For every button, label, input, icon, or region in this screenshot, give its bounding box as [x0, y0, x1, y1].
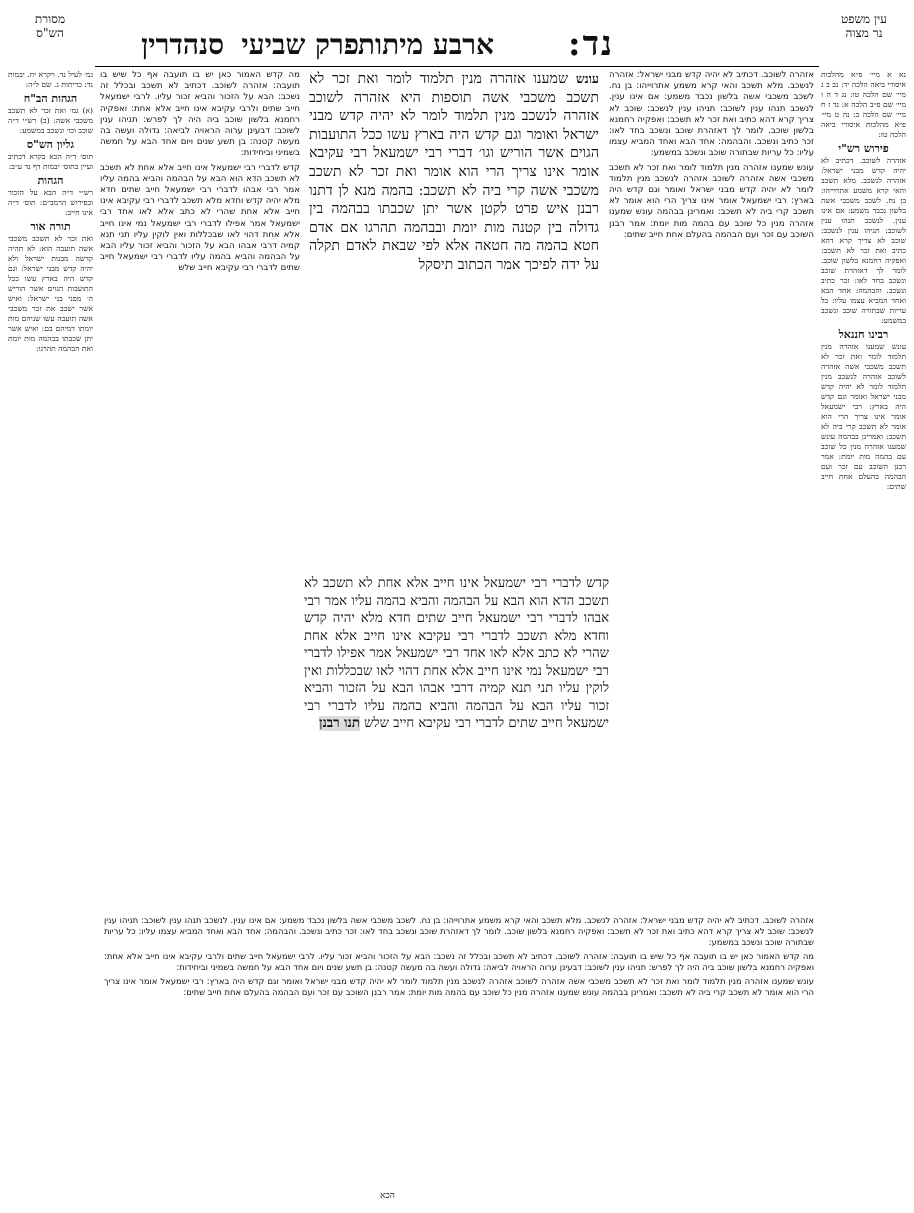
rashi-gutter-text: אזהרה לשוכב. דכתיב לא יהיה קדש מבני ישראל: אזהרה לנשכב. מלא תשכב והאי קרא משמע אתרוייהו: בן נח. לשכב משכבי אשה בלשון נכבד משמע: אם אינו ענין. לנשכב תנהו ענין לשוכב: תניהו ענין לנשכב: שוכב לא צריך קרא דהא כתיב ואת זכר לא תשכב: ואפקיה רחמנא בלשון שוכב. לומר לך דאזהרת שוכב ונשכב בחד לאו: זכר כתיב ונשכב. והבהמה: אחד הבא ואחד המביא עצמו עליו: כל עריות שבתורה שוכב ונשכב במשמע:	[821, 156, 906, 325]
ein-mishpat-text: נא א מיי׳ פ״א מהלכות איסורי ביאה הלכה יד: נב ב ג מיי׳ שם הלכה טו: נג ד ה ו מיי׳ שם פ״ב הלכה א: נד ז ח מיי׳ שם הלכה ב: נה ט מיי׳ פ״א מהלכות איסורי ביאה הלכה טז:	[821, 70, 906, 139]
rabbeinu-chananel-text: עונש שמענו אזהרה מנין תלמוד לומר ואת זכר לא תשכב משכבי אשה אזהרה לשוכב אזהרה לנשכב מנין תלמוד לומר לא יהיה קדש מבני ישראל ואומר וגם קדש היה בארץ: רבי ישמעאל אומר אינו צריך הרי הוא אומר לא תשכב קרי ביה לא תשכב: ואמרינן בבהמה עונש שמענו אזהרה מנין כל שוכב עם בהמה מות יומת: אמר רבנן השוכב עם זכר ועם הבהמה בהעלם אחת חייב שתים:	[821, 342, 906, 491]
rashi-column	[609, 70, 814, 910]
gemara-top-text: שמענו אזהרה מנין תלמוד לומר ואת זכר לא תשכב משכבי אשה תוספות היא אזהרה לשוכב אזהרה לנשכב מנין תלמוד לומר לא יהיה קדש מבני ישראל ואומר וגם קדש היה בארץ עשו ככל התועבות הגוים אשר הוריש וגו׳ דברי רבי ישמעאל רבי עקיבא אומר אינו צריך הרי הוא אומר ואת זכר לא תשכב משכבי אשה קרי ביה לא תשכב: בהמה מנא לן דתנו רבנן איש פרט לקטן אשר יתן שכבתו בבהמה בין גדולה בין קטנה מות יומת ובבהמה תהרגו אם אדם חטא בהמה מה חטאה אלא לפי שבאת לאדם תקלה על ידה לפיכך אמר הכתוב תיסקל	[309, 71, 599, 273]
torah-or-title: תורה אור	[30, 220, 71, 233]
masoret-label	[10, 12, 90, 40]
ein-mishpat-label-line2: נר מצוה	[845, 26, 883, 40]
daf-number: נד:	[568, 24, 614, 64]
chapter-name: ארבע מיתות	[357, 28, 494, 61]
torah-or-text: ואת זכר לא תשכב משכבי אשה תועבה הוא: לא תהיה קדשה מבנות ישראל ולא יהיה קדש מבני ישראל: וגם קדש היה בארץ עשו ככל התועבות הגוים אשר הוריש ה׳ מפני בני ישראל: ואיש אשר ישכב את זכר משכבי אשה תועבה עשו שניהם מות יומתו דמיהם בם: ואיש אשר יתן שכבתו בבהמה מות יומת ואת הבהמה תהרגו:	[8, 234, 93, 353]
masoret-text: גמ׳ לעיל נד. ויקרא יח. יבמות נד: כריתות ג. שם ל״ה:	[8, 70, 93, 89]
rashi-text: אזהרה לשוכב. דכתיב לא יהיה קדש מבני ישראל: אזהרה לנשכב. מלא תשכב והאי קרא משמע אתרוייהו: בן נח. לשכב משכבי אשה בלשון נכבד משמע: אם אינו ענין. לנשכב תנהו ענין לשוכב: תניהו ענין לנשכב: שוכב לא צריך קרא דהא כתיב ואת זכר לא תשכב: ואפקיה רחמנא בלשון שוכב. לומר לך דאזהרת שוכב ונשכב בחד לאו: זכר כתיב ונשכב. והבהמה: אחד הבא ואחד המביא עצמו עליו: כל עריות שבתורה שוכב ונשכב במשמע:	[609, 70, 814, 159]
gemara-top	[309, 70, 599, 570]
rashi-text-repeat: עונש שמענו אזהרה מנין תלמוד לומר ואת זכר לא תשכב משכבי אשה אזהרה לשוכב אזהרה לנשכב מנין תלמוד לומר לא יהיה קדש מבני ישראל ואומר וגם קדש היה בארץ: רבי ישמעאל אומר אינו צריך הרי הוא אומר לא תשכב קרי ביה לא תשכב: ואמרינן בבהמה עונש שמענו אזהרה מנין כל שוכב עם בהמה מות יומת: אמר רבנן השוכב עם זכר ועם הבהמה בהעלם אחת חייב שתים:	[609, 162, 814, 240]
tractate-name: סנהדרין	[141, 28, 224, 61]
rashi-title: פירוש רש"י	[838, 142, 889, 155]
masoret-label-line1: מסורת	[34, 12, 66, 26]
tanu-rabanan-marker: תנו רבנן	[319, 716, 360, 731]
right-gutter	[821, 70, 906, 1200]
masoret-label-line2: הש"ס	[36, 26, 64, 40]
gemara-bottom	[304, 575, 609, 905]
gemara-opening-word: עונש	[575, 71, 599, 86]
header-rule	[95, 66, 819, 67]
bottom-rashi: אזהרה לשוכב. דכתיב לא יהיה קדש מבני ישראל: אזהרה לנשכב. מלא תשכב והאי קרא משמע אתרוייהו: בן נח. לשכב משכבי אשה בלשון נכבד משמע: אם אינו ענין. לנשכב תנהו ענין לשוכב: תניהו ענין לנשכב: שוכב לא צריך קרא דהא כתיב ואת זכר לא תשכב: ואפקיה רחמנא בלשון שוכב. לומר לך דאזהרת שוכב ונשכב בחד לאו: זכר כתיב ונשכב. והבהמה: אחד הבא ואחד המביא עצמו עליו: כל עריות שבתורה שוכב ונשכב במשמע:	[104, 915, 814, 947]
bottom-rashi-2: עונש שמענו אזהרה מנין תלמוד לומר ואת זכר לא תשכב משכבי אשה אזהרה לשוכב אזהרה לנשכב מנין תלמוד לומר לא יהיה קדש מבני ישראל ואומר וגם קדש היה בארץ: רבי ישמעאל אומר אינו צריך הרי הוא אומר לא תשכב קרי ביה לא תשכב: ואמרינן בבהמה עונש שמענו אזהרה מנין כל שוכב עם בהמה מות יומת: אמר רבנן השוכב עם זכר ועם הבהמה בהעלם אחת חייב שתים:	[104, 976, 814, 997]
hagahot-title: הגהות	[37, 174, 64, 187]
bottom-commentary	[104, 915, 814, 1185]
tosafot-text-b: קדש לדברי רבי ישמעאל אינו חייב אלא אחת לא תשכב לא תשכב הדא הוא הבא על הבהמה והביא בהמה עליו אמר רבי אבהו לדברי רבי ישמעאל חייב שתים חדא מלא יהיה קדש וחדא מלא תשכב לדברי רבי עקיבא אינו חייב אלא אחת שהרי לא כתב אלא לאו אחד רבי ישמעאל אמר אפילו לדברי רבי ישמעאל נמי אינו חייב אלא אחת דהוי לאו שבכללות ואין לוקין עליו תני תנא קמיה דרבי אבהו הבא על הזכור והביא זכור עליו הבא על הבהמה והביא בהמה עליו לדברי רבי ישמעאל חייב שתים לדברי רבי עקיבא חייב שלש	[100, 162, 300, 274]
hagahot-bach-text: (א) גמ׳ ואת זכר לא תשכב משכבי אשה: (ב) רש״י ד״ה שוכב וכו׳ ונשכב במשמע:	[8, 106, 93, 135]
gilyon-hashas-text: תוס׳ ד״ה הכא בקרא דכתיב ועיין בתוס׳ יבמות דף נד ע״ב:	[8, 152, 93, 171]
ein-mishpat-label-line1: עין משפט	[841, 12, 887, 26]
tosafot-text: מה קדש האמור כאן יש בו תועבה אף כל שיש בו תועבה: אזהרה לשוכב. דכתיב לא תשכב ובכלל זה נשכב: הבא על הזכור והביא זכור עליו. לרבי ישמעאל חייב שתים ולרבי עקיבא אינו חייב אלא אחת: ואפקיה רחמנא בלשון שוכב ביה היה לך לפרש: תניהו ענין לשוכב: דבעינן ערוה הראויה לביאה: גדולה ועשה בה מעשה קטנה: בן תשע שנים ויום אחד הבא על חמשה בשמיני וביחידות:	[100, 70, 300, 159]
perek-number: פרק שביעי	[241, 28, 359, 61]
left-gutter	[8, 70, 93, 1200]
bottom-tosafot: מה קדש האמור כאן יש בו תועבה אף כל שיש בו תועבה: אזהרה לשוכב. דכתיב לא תשכב ובכלל זה נשכב: הבא על הזכור והביא זכור עליו. לרבי ישמעאל חייב שתים ולרבי עקיבא אינו חייב אלא אחת: ואפקיה רחמנא בלשון שוכב ביה היה לך לפרש: תניהו ענין לשוכב: דבעינן ערוה הראויה לביאה: גדולה ועשה בה מעשה קטנה: בן תשע שנים ויום אחד הבא על חמשה בשמיני וביחידות:	[104, 951, 814, 972]
hagahot-text: רש״י ד״ה הבא על הזכור ובפירוש הרמב״ם: תוס׳ ד״ה אינו חייב:	[8, 188, 93, 217]
footer-catchword: הכא	[380, 1191, 395, 1201]
page-header	[0, 6, 914, 66]
ein-mishpat-label	[824, 12, 904, 40]
gilyon-hashas-title: גליון הש"ס	[26, 138, 75, 151]
rabbeinu-chananel-title: רבינו חננאל	[838, 328, 889, 341]
hagahot-bach-title: הגהות הב"ח	[23, 92, 78, 105]
gemara-bottom-text: קדש לדברי רבי ישמעאל אינו חייב אלא אחת לא תשכב לא תשכב הדא הוא הבא על הבהמה והביא בהמה עליו אמר רבי אבהו לדברי רבי ישמעאל חייב שתים חדא מלא יהיה קדש וחדא מלא תשכב לדברי רבי עקיבא אינו חייב אלא אחת שהרי לא כתב אלא לאו אחד רבי ישמעאל אמר אפילו לדברי רבי ישמעאל נמי אינו חייב אלא אחת דהוי לאו שבכללות ואין לוקין עליו תני תנא קמיה דרבי אבהו הבא על הזכור והביא זכור עליו הבא על הבהמה והביא בהמה עליו לדברי רבי ישמעאל חייב שתים לדברי רבי עקיבא חייב שלש	[304, 576, 609, 731]
tosafot-column	[100, 70, 300, 910]
